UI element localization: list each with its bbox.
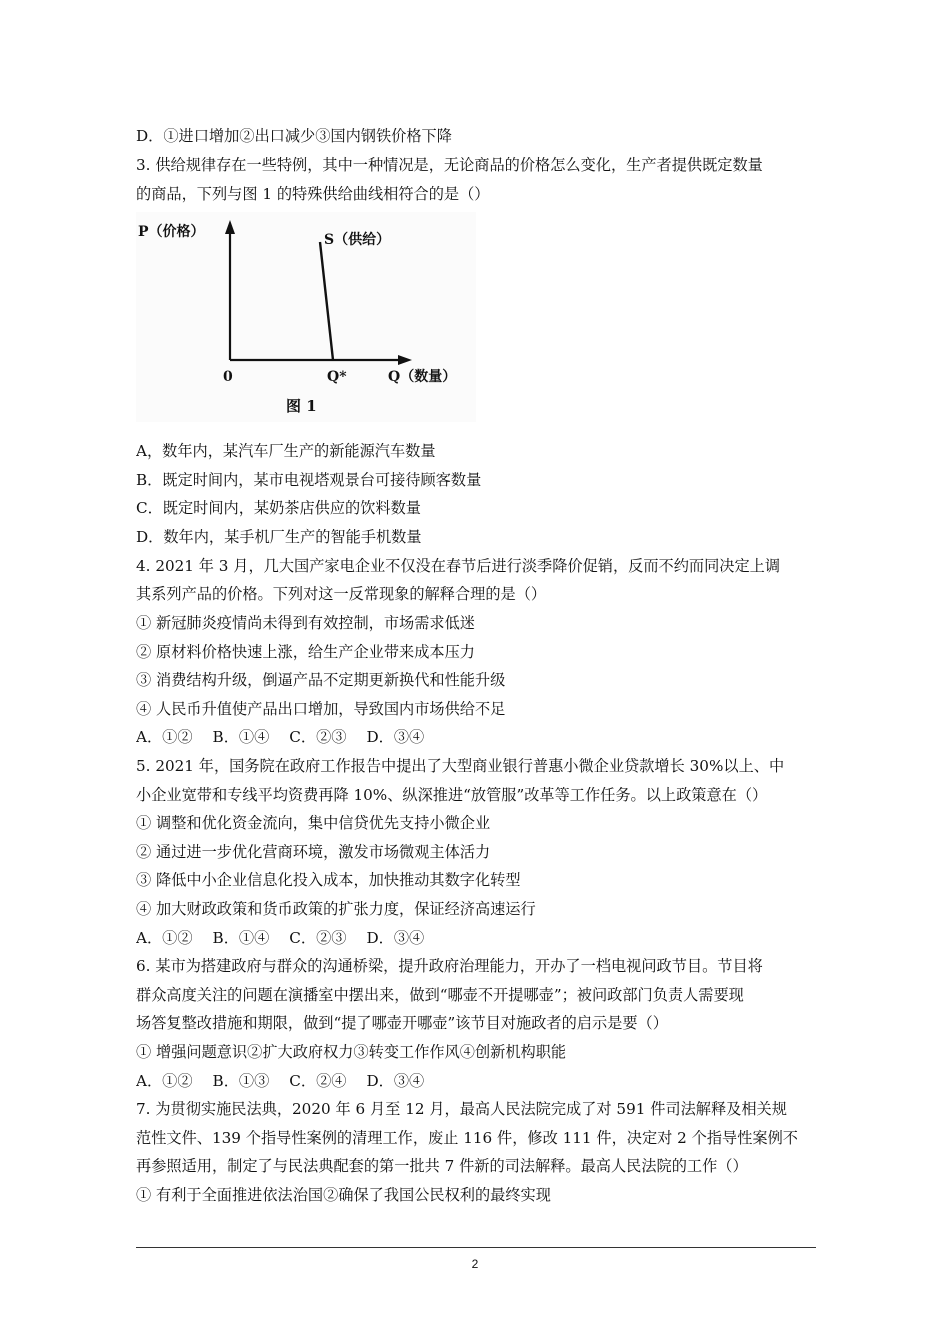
figure-caption: 图 1: [286, 397, 317, 415]
statement-line: ④ 加大财政政策和货币政策的扩张力度，保证经济高速运行: [136, 900, 536, 918]
question-line: 群众高度关注的问题在演播室中摆出来，做到“哪壶不开提哪壶”；被问政部门负责人需要现: [136, 986, 744, 1004]
question-line: 再参照适用，制定了与民法典配套的第一批共 7 件新的司法解释。最高人民法院的工作（）: [136, 1157, 748, 1175]
supply-curve-chart: [136, 212, 476, 422]
statement-line: ① 新冠肺炎疫情尚未得到有效控制，市场需求低迷: [136, 614, 475, 632]
answer-options: A．①② B．①④ C．②③ D．③④: [136, 728, 425, 746]
statement-line: ③ 消费结构升级，倒逼产品不定期更新换代和性能升级: [136, 671, 506, 689]
page-number: 2: [471, 1257, 479, 1271]
question-line: 场答复整改措施和期限，做到“提了哪壶开哪壶”该节目对施政者的启示是要（）: [136, 1014, 668, 1032]
question-line: 7. 为贯彻实施民法典，2020 年 6 月至 12 月，最高人民法院完成了对 591 件司法解释及相关规: [136, 1100, 787, 1118]
y-axis-label: P（价格）: [138, 224, 205, 240]
question-line: 6. 某市为搭建政府与群众的沟通桥梁，提升政府治理能力，开办了一档电视问政节目。节目将: [136, 957, 763, 975]
origin-label: 0: [223, 369, 233, 385]
option-line: D．数年内，某手机厂生产的智能手机数量: [136, 528, 422, 546]
curve-label: S（供给）: [324, 232, 391, 248]
option-line: B．既定时间内，某市电视塔观景台可接待顾客数量: [136, 471, 482, 489]
statement-line: ④ 人民币升值使产品出口增加，导致国内市场供给不足: [136, 700, 506, 718]
statement-line: ① 增强问题意识②扩大政府权力③转变工作作风④创新机构职能: [136, 1043, 567, 1061]
statement-line: ② 原材料价格快速上涨，给生产企业带来成本压力: [136, 643, 475, 661]
question-line: 的商品，下列与图 1 的特殊供给曲线相符合的是（）: [136, 185, 490, 203]
option-line: A，数年内，某汽车厂生产的新能源汽车数量: [136, 442, 436, 460]
question-line: 其系列产品的价格。下列对这一反常现象的解释合理的是（）: [136, 585, 547, 603]
question-line: 5. 2021 年，国务院在政府工作报告中提出了大型商业银行普惠小微企业贷款增长 30%以上、中: [136, 757, 785, 775]
question-line: 小企业宽带和专线平均资费再降 10%、纵深推进“放管服”改革等工作任务。以上政策意在（）: [136, 786, 768, 804]
statement-line: ② 通过进一步优化营商环境，激发市场微观主体活力: [136, 843, 491, 861]
question-line: 范性文件、139 个指导性案例的清理工作，废止 116 件，修改 111 件，决定对 2 个指导性案例不: [136, 1129, 798, 1147]
question-line: 3. 供给规律存在一些特例，其中一种情况是，无论商品的价格怎么变化，生产者提供既定数量: [136, 156, 763, 174]
question-line: 4. 2021 年 3 月，几大国产家电企业不仅没在春节后进行淡季降价促销，反而不约而同决定上调: [136, 557, 781, 575]
x-axis-label: Q（数量）: [388, 369, 457, 385]
footer-divider: [136, 1247, 816, 1248]
statement-line: ① 调整和优化资金流向，集中信贷优先支持小微企业: [136, 814, 491, 832]
answer-options: A．①② B．①④ C．②③ D．③④: [136, 929, 425, 947]
figure-background: [136, 212, 476, 422]
option-line: C．既定时间内，某奶茶店供应的饮料数量: [136, 499, 421, 517]
statement-line: ① 有利于全面推进依法治国②确保了我国公民权利的最终实现: [136, 1186, 551, 1204]
option-line: D．①进口增加②出口减少③国内钢铁价格下降: [136, 127, 452, 145]
supply-curve-figure: [136, 212, 476, 422]
statement-line: ③ 降低中小企业信息化投入成本，加快推动其数字化转型: [136, 871, 521, 889]
q-star-label: Q*: [327, 369, 347, 385]
answer-options: A．①② B．①③ C．②④ D．③④: [136, 1072, 425, 1090]
